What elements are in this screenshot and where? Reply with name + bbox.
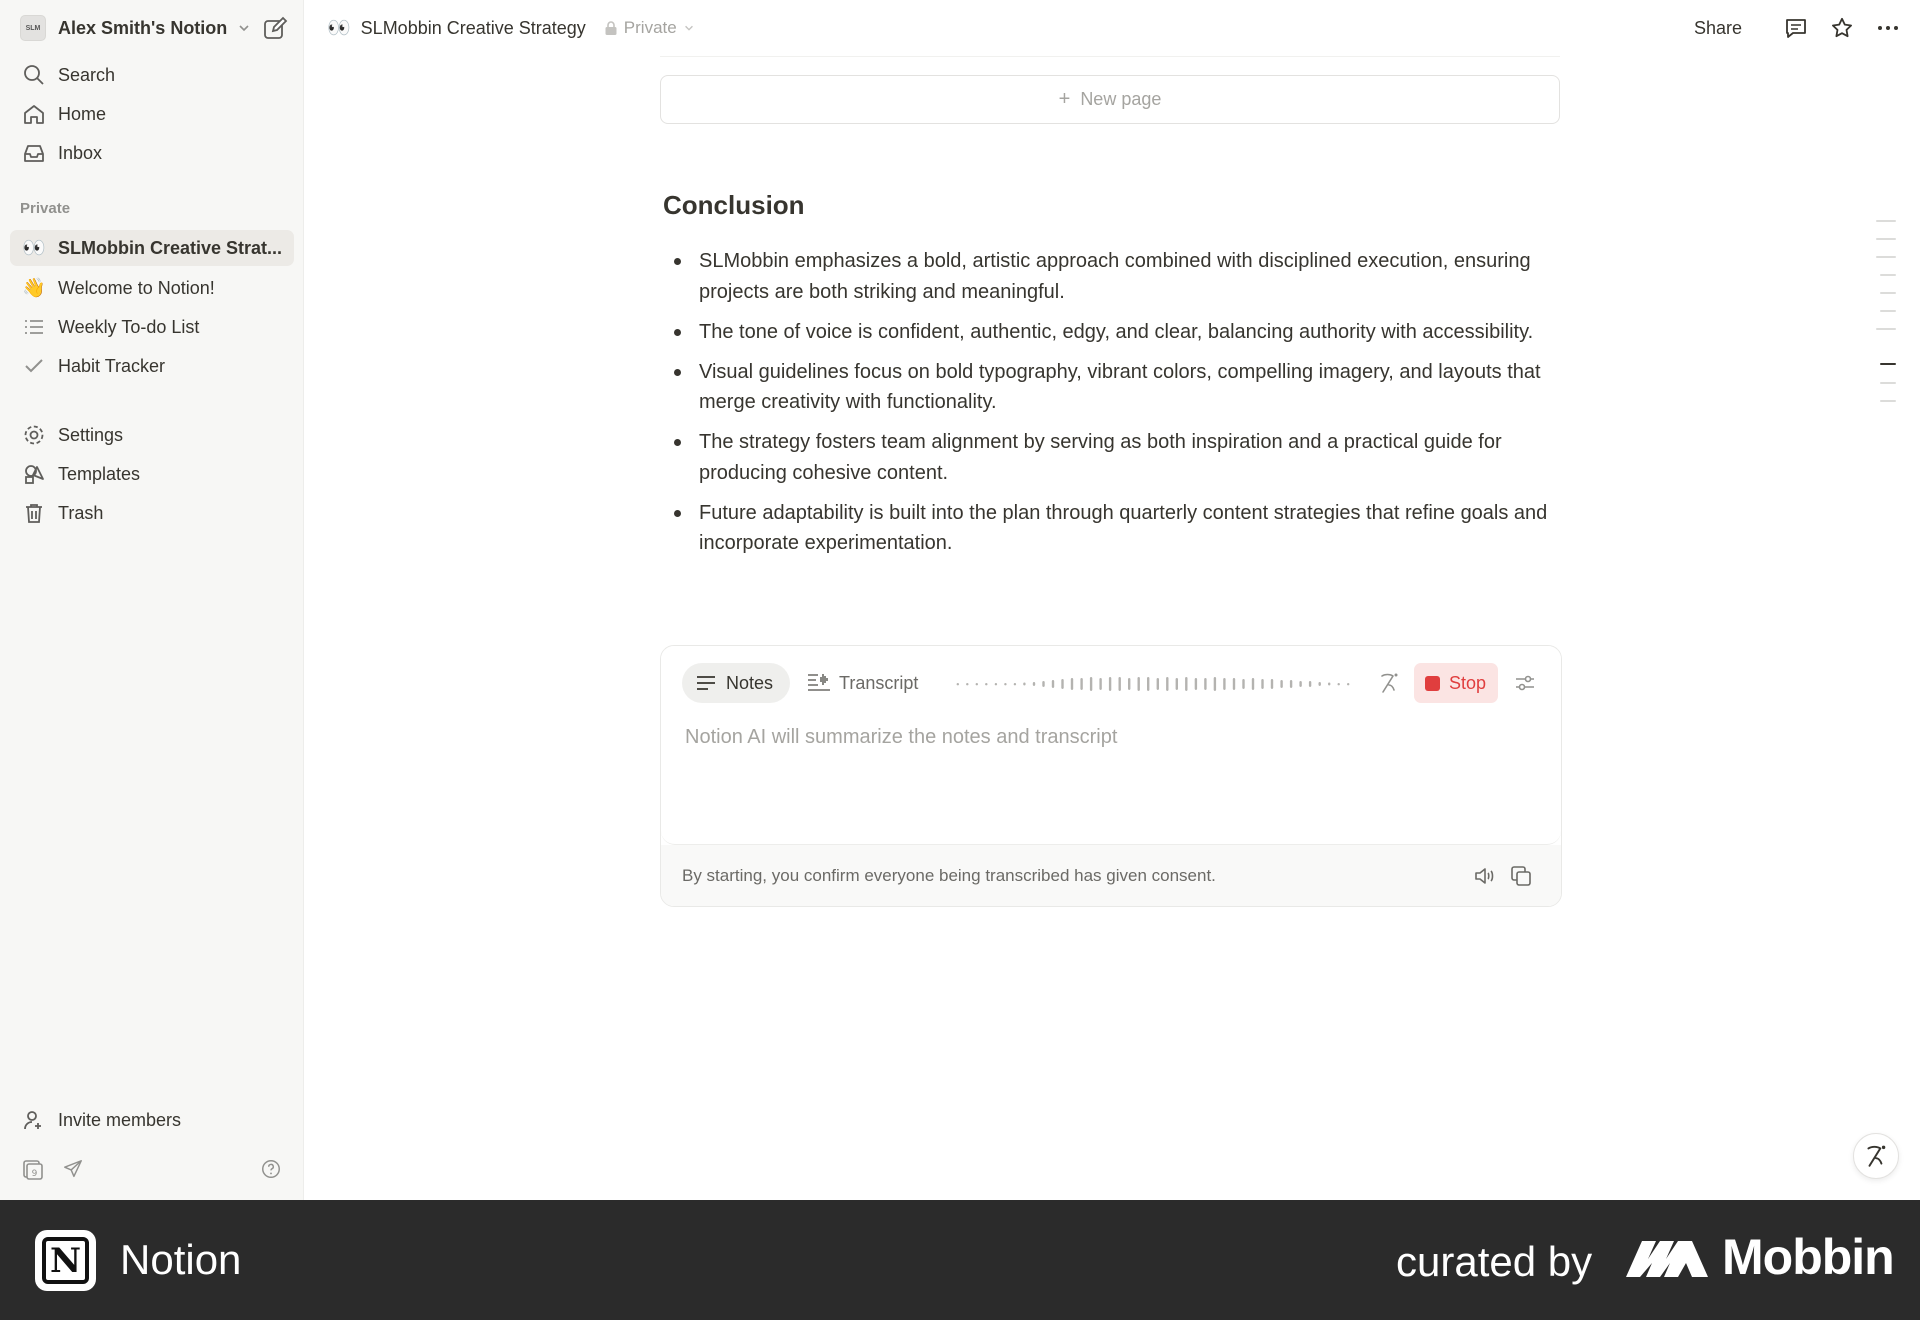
add-person-icon	[20, 1106, 48, 1134]
waveform-bar	[1052, 680, 1054, 688]
sidebar-item-label: Settings	[58, 424, 124, 445]
stop-icon	[1425, 676, 1440, 691]
mobbin-banner	[0, 1200, 1920, 1320]
waveform-bar	[1071, 678, 1073, 690]
waveform-bar	[1119, 677, 1121, 691]
waveform-bar	[1347, 683, 1349, 685]
sidebar-item-inbox[interactable]	[10, 135, 294, 171]
sidebar-item-label: Inbox	[58, 142, 103, 163]
workspace-avatar: SLM	[20, 15, 46, 41]
waveform-bar	[1147, 677, 1149, 691]
sidebar-item-label: Invite members	[58, 1109, 182, 1130]
notes-lines-icon	[696, 674, 716, 692]
speaker-icon[interactable]	[1472, 863, 1498, 889]
waveform-bar	[1023, 683, 1025, 686]
sidebar-item-label: Search	[58, 64, 116, 85]
waveform-bar	[1061, 679, 1063, 689]
sidebar-item-label: Trash	[58, 502, 104, 523]
new-page-button[interactable]	[660, 75, 1560, 124]
sidebar-page-welcome[interactable]	[10, 270, 294, 306]
waveform-bar	[985, 683, 987, 685]
sidebar-page-slmobbin-creative-strategy[interactable]	[10, 230, 294, 266]
waveform-bar	[1042, 681, 1044, 687]
waveform-bar	[995, 683, 997, 685]
divider	[660, 56, 1560, 57]
new-page-compose-icon[interactable]	[262, 16, 288, 42]
share-button[interactable]: Share	[1693, 17, 1742, 38]
star-icon[interactable]	[1828, 14, 1856, 42]
notion-ai-icon[interactable]	[1377, 671, 1401, 695]
plus-icon: +	[1058, 88, 1071, 110]
ai-notes-body	[661, 646, 1561, 845]
notion-ai-face-icon	[1863, 1143, 1889, 1169]
inbox-icon	[20, 139, 48, 167]
sidebar-item-label: Welcome to Notion!	[58, 277, 215, 298]
sidebar-item-label: SLMobbin Creative Strat...	[58, 237, 283, 258]
waveform-bar	[1004, 683, 1006, 685]
outline-mark	[1880, 400, 1896, 402]
conclusion-heading[interactable]: Conclusion	[663, 190, 805, 220]
waveform-bar	[1195, 678, 1197, 690]
waveform-bar	[1328, 683, 1330, 686]
gear-icon	[20, 421, 48, 449]
trash-icon	[20, 499, 48, 527]
outline-mark	[1880, 292, 1896, 294]
workspace-switcher[interactable]	[20, 14, 251, 42]
waveform-bar	[1090, 677, 1092, 691]
sidebar-item-settings[interactable]	[10, 417, 294, 453]
waveform-bar	[1319, 682, 1321, 686]
audio-waveform	[953, 674, 1353, 694]
search-icon	[20, 61, 48, 89]
waveform-bar	[1138, 677, 1140, 691]
outline-mark	[1876, 256, 1896, 258]
privacy-label: Private	[623, 18, 677, 37]
invite-members-button[interactable]	[10, 1102, 294, 1138]
calendar-icon[interactable]	[20, 1156, 46, 1182]
tab-notes-label: Notes	[726, 672, 774, 693]
waveform-bar	[1271, 679, 1273, 689]
sidebar-item-label: Weekly To-do List	[58, 316, 200, 337]
breadcrumb[interactable]	[327, 14, 701, 42]
outline-mark	[1880, 382, 1896, 384]
privacy-selector[interactable]	[604, 18, 701, 38]
waveform-bar	[966, 683, 968, 685]
sidebar	[0, 0, 304, 1200]
tab-transcript-label: Transcript	[839, 672, 919, 693]
sidebar-item-label: Home	[58, 103, 107, 124]
waveform-bar	[976, 683, 978, 685]
check-icon	[20, 352, 48, 380]
sidebar-item-home[interactable]	[10, 96, 294, 132]
waveform-bar	[1166, 677, 1168, 691]
topbar	[305, 0, 1920, 56]
waveform-bar	[1176, 678, 1178, 690]
conclusion-bullet-list	[663, 246, 1563, 568]
waveform-bar	[1338, 683, 1340, 685]
brand-name: Mobbin	[1722, 1229, 1894, 1285]
waveform-bar	[1109, 677, 1111, 691]
topbar-actions	[1694, 12, 1902, 44]
list-item[interactable]: The tone of voice is confident, authentic, edgy, and clear, balancing authority with accessibility.	[663, 317, 1563, 348]
waveform-bar	[1261, 679, 1263, 689]
svg-text:9: 9	[31, 1169, 38, 1179]
waveform-bar	[1080, 678, 1082, 690]
tab-notes[interactable]	[682, 663, 790, 703]
workspace-name: Alex Smith's Notion	[58, 17, 228, 38]
private-section-label: Private	[20, 200, 71, 217]
list-item[interactable]: SLMobbin emphasizes a bold, artistic approach combined with disciplined execution, ensuring projects are both striking and meaningful.	[663, 246, 1563, 307]
waveform-bar	[1309, 681, 1311, 687]
stop-recording-button[interactable]	[1414, 663, 1498, 703]
waveform-bar	[1242, 679, 1244, 689]
chevron-down-icon	[683, 22, 695, 34]
notion-ai-floating-button[interactable]	[1853, 1133, 1899, 1179]
sidebar-item-trash[interactable]	[10, 495, 294, 531]
app-name: Notion	[120, 1236, 242, 1283]
eyes-emoji-icon: 👀	[327, 17, 351, 39]
ai-summary-placeholder[interactable]: Notion AI will summarize the notes and transcript	[685, 726, 1118, 748]
waveform-bar	[1299, 681, 1301, 687]
waveform-bar	[1157, 678, 1159, 690]
sidebar-page-habit-tracker[interactable]	[10, 348, 294, 384]
waveform-bar	[1204, 678, 1206, 690]
settings-sliders-icon[interactable]	[1513, 671, 1537, 695]
curated-by-text: curated by	[1396, 1238, 1593, 1285]
mobbin-logo	[1626, 1229, 1894, 1285]
consent-notice: By starting, you confirm everyone being transcribed has given consent.	[682, 866, 1216, 885]
transcript-icon	[807, 672, 831, 694]
home-icon	[20, 100, 48, 128]
list-item[interactable]: Future adaptability is built into the plan through quarterly content strategies that refine goals and incorporate experimentation.	[663, 498, 1563, 559]
copy-icon[interactable]	[1508, 863, 1534, 889]
waveform-bar	[1252, 678, 1254, 690]
waveform-bar	[1099, 678, 1101, 690]
lock-icon	[604, 20, 618, 36]
list-item[interactable]: The strategy fosters team alignment by serving as both inspiration and a practical guide for producing cohesive content.	[663, 427, 1563, 488]
page-title-breadcrumb: SLMobbin Creative Strategy	[360, 17, 586, 38]
sidebar-item-search[interactable]	[10, 57, 294, 93]
waveform-bar	[957, 683, 959, 685]
comment-icon[interactable]	[1782, 14, 1810, 42]
sidebar-bottom-tools	[20, 1156, 284, 1182]
templates-icon	[20, 460, 48, 488]
eyes-emoji-icon: 👀	[22, 237, 46, 259]
waveform-bar	[1214, 677, 1216, 691]
outline-mark	[1876, 328, 1896, 330]
waveform-bar	[1185, 677, 1187, 691]
mobbin-mark-icon	[1626, 1237, 1708, 1277]
sidebar-item-label: Habit Tracker	[58, 355, 166, 376]
list-icon	[20, 313, 48, 341]
waveform-bar	[1014, 683, 1016, 685]
waveform-bar	[1223, 678, 1225, 690]
outline-mark	[1876, 238, 1896, 240]
waveform-bar	[1290, 680, 1292, 688]
outline-mark	[1876, 220, 1896, 222]
sidebar-page-weekly-todo[interactable]	[10, 309, 294, 345]
outline-mark	[1880, 274, 1896, 276]
outline-mark-current	[1880, 363, 1896, 365]
send-icon[interactable]	[60, 1156, 86, 1182]
wave-emoji-icon: 👋	[22, 277, 46, 299]
waveform-bar	[1033, 682, 1035, 686]
more-options-icon[interactable]	[1874, 14, 1902, 42]
waveform-bar	[1233, 678, 1235, 690]
stop-label: Stop	[1449, 672, 1487, 693]
ai-meeting-notes-block	[660, 645, 1562, 907]
waveform-bar	[1128, 678, 1130, 690]
waveform-bar	[1280, 680, 1282, 688]
help-icon[interactable]	[258, 1156, 284, 1182]
outline-mark	[1880, 310, 1896, 312]
tab-transcript[interactable]	[807, 663, 937, 703]
sidebar-item-label: Templates	[58, 463, 141, 484]
sidebar-item-templates[interactable]	[10, 456, 294, 492]
notion-logo: N	[35, 1230, 96, 1291]
chevron-down-icon	[237, 21, 251, 35]
list-item[interactable]: Visual guidelines focus on bold typography, vibrant colors, compelling imagery, and layouts that merge creativity with functionality.	[663, 357, 1563, 418]
new-page-label: New page	[1080, 89, 1162, 109]
